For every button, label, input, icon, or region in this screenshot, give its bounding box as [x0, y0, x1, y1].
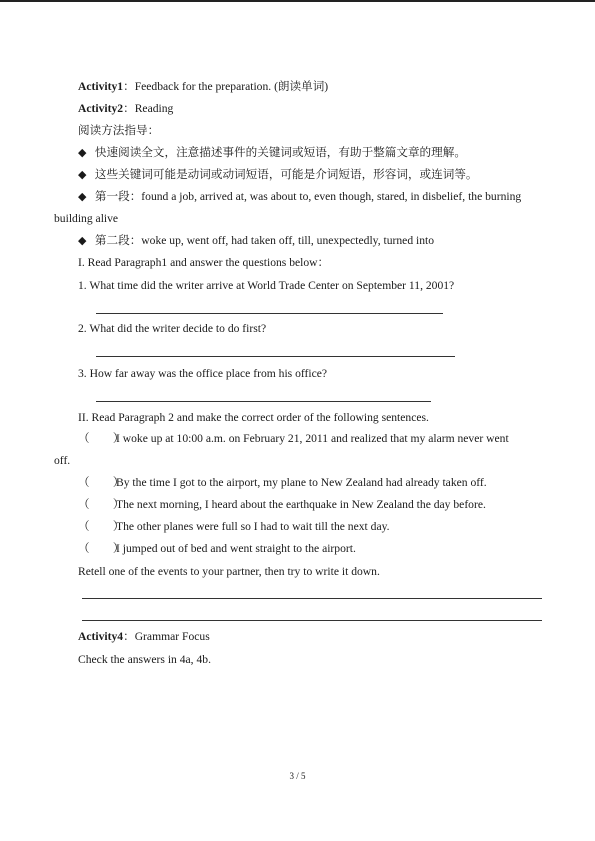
bullet-3-continuation: building alive [54, 212, 119, 225]
activity1-label: Activity1 [78, 80, 124, 93]
diamond-icon: ◆ [78, 235, 87, 247]
writing-line-1[interactable] [82, 598, 542, 599]
diamond-icon: ◆ [78, 147, 87, 159]
order-blank[interactable]: （ ） [78, 476, 125, 489]
diamond-icon: ◆ [78, 191, 87, 203]
activity2-text: Reading [134, 102, 174, 115]
order-blank[interactable]: （ ） [78, 432, 125, 445]
part2-title: II. Read Paragraph 2 and make the correct order of the following sentences. [78, 411, 429, 424]
order-item-text: The next morning, I heard about the earthquake in New Zealand the day before. [116, 498, 486, 511]
bullet-text: 这些关键词可能是动词或动词短语，可能是介词短语，形容词，或连词等。 [94, 168, 478, 181]
bullet-3 [78, 190, 521, 204]
answer-line-2[interactable] [96, 356, 455, 357]
writing-line-2[interactable] [82, 620, 542, 621]
part1-title: I. Read Paragraph1 and answer the questions below： [78, 256, 330, 269]
diamond-icon: ◆ [78, 169, 87, 181]
activity4-sep: ： [123, 630, 135, 643]
order-blank[interactable]: （ ） [78, 542, 125, 555]
question-3: 3. How far away was the office place from his office? [78, 367, 328, 380]
bullet-1 [78, 146, 466, 160]
activity4-label: Activity4 [78, 630, 124, 643]
order-item-text: I woke up at 10:00 a.m. on February 21, 2011 and realized that my alarm never went [116, 432, 509, 445]
reading-method-title: 阅读方法指导： [78, 124, 160, 137]
check-answers: Check the answers in 4a, 4b. [78, 653, 211, 666]
answer-line-1[interactable] [96, 313, 443, 314]
question-2: 2. What did the writer decide to do first? [78, 322, 267, 335]
order-item-1-continuation: off. [54, 454, 71, 467]
order-item-5 [78, 542, 356, 556]
question-1: 1. What time did the writer arrive at World Trade Center on September 11, 2001? [78, 279, 455, 292]
order-item-text: The other planes were full so I had to wait till the next day. [116, 520, 390, 533]
order-blank[interactable]: （ ） [78, 520, 125, 533]
page-number: 3 / 5 [289, 771, 306, 781]
activity2-label: Activity2 [78, 102, 124, 115]
order-item-4 [78, 520, 390, 534]
activity1-text: Feedback for the preparation. (朗读单词) [134, 80, 329, 93]
order-item-2 [78, 476, 487, 490]
order-blank[interactable]: （ ） [78, 498, 125, 511]
answer-line-3[interactable] [96, 401, 431, 402]
retell-instruction: Retell one of the events to your partner, then try to write it down. [78, 565, 380, 578]
activity1-sep: ： [123, 80, 135, 93]
order-item-text: By the time I got to the airport, my plane to New Zealand had already taken off. [116, 476, 487, 489]
order-item-text: I jumped out of bed and went straight to the airport. [116, 542, 356, 555]
bullet-text: 第二段：woke up, went off, had taken off, till, unexpectedly, turned into [94, 234, 435, 247]
bullet-4 [78, 234, 434, 248]
activity4-text: Grammar Focus [134, 630, 210, 643]
bullet-text: 第一段：found a job, arrived at, was about to, even though, stared, in disbelief, the burning [94, 190, 522, 203]
bullet-2 [78, 168, 478, 182]
header-rule [0, 0, 595, 2]
activity2-sep: ： [123, 102, 135, 115]
order-item-3 [78, 498, 486, 512]
bullet-text: 快速阅读全文，注意描述事件的关键词或短语，有助于整篇文章的理解。 [94, 146, 466, 159]
order-item-1 [78, 432, 509, 446]
activity4-line [78, 630, 210, 644]
activity1-line [78, 80, 328, 94]
activity2-line [78, 102, 173, 116]
